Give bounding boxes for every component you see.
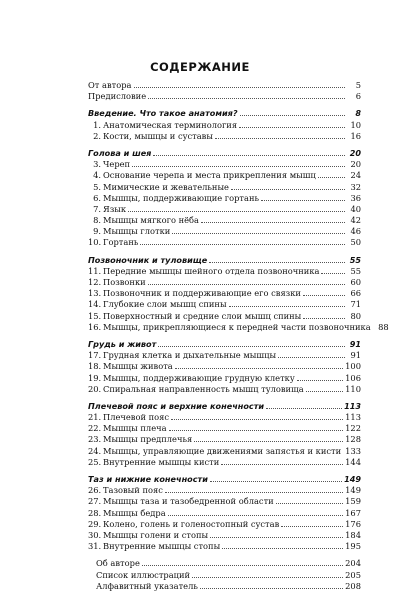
toc-entry-title: Позвоночник и поддерживающие его связки [103,288,301,299]
toc-entry-row [88,372,361,383]
toc-entry-number: 29. [88,518,102,529]
page-number: 10 [350,119,361,130]
toc-entry-row [88,158,361,169]
dot-leader [261,192,345,201]
toc-entry-title: Алфавитный указатель [96,580,198,591]
dot-leader [281,518,343,527]
page-number: 195 [345,541,361,552]
page-number: 133 [345,445,362,456]
toc-entry-number: 22. [88,423,102,434]
page-number: 204 [345,558,361,569]
toc-entry-row [88,321,389,332]
toc-entry-row [88,557,361,568]
toc-entry-number: 15. [88,310,102,321]
page-number: 110 [345,383,361,394]
toc-entry-row [88,310,361,321]
toc-entry-row [88,456,361,467]
toc-entry-title: Плечевой пояс [103,412,170,423]
dot-leader [318,169,345,178]
page-number: 66 [350,288,361,299]
toc-entry-row [88,79,361,90]
dot-leader [165,484,343,493]
dot-leader [229,298,345,307]
page-number: 176 [345,518,361,529]
toc-entry-number: 7. [93,203,101,214]
toc-entry-row [88,169,361,180]
toc-entry-number: 31. [88,541,102,552]
toc-entry-title: Мышцы живота [103,361,173,372]
dot-leader [148,276,345,285]
dot-leader [200,580,343,589]
toc-entry-row [88,507,361,518]
toc-entry-title: Грудная клетка и дыхательные мышцы [103,350,277,361]
page-number: 20 [349,147,361,158]
toc-entry-title: Мышцы бедра [103,507,166,518]
dot-leader [142,557,343,566]
toc-entry-number: 14. [88,299,102,310]
dot-leader [303,310,345,319]
toc-entry-row [88,484,361,495]
toc-entry-row [88,192,361,203]
page-number: 60 [350,277,361,287]
toc-entry-title: Мышцы мягкого нёба [103,215,199,226]
dot-leader [239,119,345,128]
page-number: 42 [350,215,361,226]
toc-section-title: Таз и нижние конечности [88,474,208,484]
page-number: 20 [350,159,361,170]
toc-entry-number: 6. [93,192,101,203]
page-number: 71 [350,299,361,310]
toc-entry-number: 28. [88,507,102,518]
page-number: 55 [350,265,361,276]
toc-entry-title: Кости, мышцы и суставы [103,130,213,141]
toc-entry-number: 10. [88,237,102,248]
toc-entry-title: Гортань [103,237,139,248]
toc-entry-number: 27. [88,496,102,507]
page-number: 40 [350,203,361,214]
toc-entry-title: Анатомическая терминология [103,119,238,130]
page-number: 100 [345,361,361,372]
page-number: 122 [345,423,361,434]
dot-leader [171,411,343,420]
toc-entry-title: Внутренние мышцы кисти [103,456,220,467]
toc-entry-number: 5. [93,181,101,192]
page-number: 8 [355,108,361,119]
dot-leader [306,383,343,392]
toc-entry-number: 16. [88,321,102,332]
page-number: 36 [350,192,361,203]
toc-entry-row [88,214,361,225]
dot-leader [132,158,345,167]
dot-leader [215,130,345,139]
toc-entry-number: 4. [93,170,101,181]
page-number: 205 [345,569,361,580]
toc-entry-title: Мимические и жевательные [103,181,229,192]
page-number: 159 [345,496,361,507]
dot-leader [168,507,343,516]
toc-entry-row [88,383,361,394]
toc-entry-number: 21. [88,412,102,423]
toc-entry-title: Внутренние мышцы стопы [103,541,221,552]
toc-entry-number: 30. [88,529,102,540]
toc-entry-title: Поверхностный и средние слои мышц спины [103,310,302,321]
toc-entry-row [88,90,361,101]
page-number: 149 [345,485,361,496]
toc-entry-row [88,360,361,371]
toc-entry-number: 8. [93,215,101,226]
table-of-contents [88,79,389,591]
page-number: 88 [378,321,389,332]
toc-entry-title: Колено, голень и голеностопный сустав [103,518,280,529]
page-number: 50 [350,237,361,248]
dot-leader [192,569,343,578]
toc-entry-title: Список иллюстраций [96,569,191,580]
toc-entry-title: Мышцы, поддерживающие грудную клетку [103,372,295,383]
toc-entry-number: 25. [88,456,102,467]
toc-entry-row [88,203,361,214]
toc-section-row [88,473,361,484]
toc-entry-number: 19. [88,372,102,383]
toc-entry-title: Язык [103,203,127,214]
toc-section-title: Грудь и живот [88,338,157,349]
page-number: 106 [345,372,361,383]
page-number: 144 [345,456,361,467]
page-number: 80 [350,310,361,321]
dot-leader [209,254,345,263]
toc-section-row [88,338,361,349]
dot-leader [169,422,344,431]
toc-entry-row [88,236,361,247]
toc-entry-number: 13. [88,288,102,299]
dot-leader [148,90,345,99]
page-number: 208 [345,580,361,591]
toc-entry-number: 3. [93,159,101,170]
toc-entry-number: 1. [93,119,101,130]
dot-leader [201,214,345,223]
dot-leader [210,473,342,482]
toc-entry-row [88,287,361,298]
toc-entry-title: Мышцы, поддерживающие гортань [103,192,260,203]
toc-section-row [88,254,361,265]
page-number: 113 [344,400,361,411]
page-number: 91 [350,350,361,361]
page-number: 5 [355,80,361,90]
toc-entry-title: Мышцы глотки [103,226,171,237]
dot-leader [140,236,345,245]
dot-leader [175,360,343,369]
page-title: СОДЕРЖАНИЕ [150,60,250,74]
toc-entry-row [88,276,361,287]
page-number: 91 [349,338,361,349]
toc-entry-row [88,411,361,422]
toc-section-row [88,147,361,158]
toc-entry-number: 12. [88,277,102,287]
toc-entry-row [88,130,361,141]
toc-entry-row [88,529,361,540]
page-number: 46 [350,226,361,237]
dot-leader [134,79,346,88]
page-number: 167 [345,507,361,518]
dot-leader [158,338,345,347]
toc-entry-row [88,580,361,591]
dot-leader [128,203,345,212]
toc-entry-title: Мышцы плеча [103,423,167,434]
toc-entry-row [88,433,361,444]
toc-entry-row [88,349,361,360]
dot-leader [221,456,343,465]
dot-leader [222,540,343,549]
dot-leader [194,433,343,442]
toc-entry-title: Глубокие слои мышц спины [103,299,227,310]
toc-entry-row [88,225,361,236]
dot-leader [297,372,343,381]
dot-leader [278,349,345,358]
toc-entry-row [88,181,361,192]
toc-entry-title: Мышцы, управляющие движениями запястья и кисти [103,445,342,456]
toc-entry-row [88,540,361,551]
toc-entry-number: 20. [88,383,102,394]
toc-entry-number: 17. [88,350,102,361]
toc-section-title: Голова и шея [88,147,152,158]
toc-entry-title: Предисловие [88,91,147,102]
toc-section-row [88,400,361,411]
toc-entry-number: 23. [88,434,102,445]
page-number: 6 [355,91,361,102]
toc-entry-title: Спиральная направленность мышц туловища [103,383,304,394]
page-number: 55 [349,254,361,265]
toc-entry-number: 11. [88,265,102,276]
toc-entry-title: Мышцы голени и стопы [103,529,209,540]
page-number: 184 [345,529,361,540]
toc-entry-title: Передние мышцы шейного отдела позвоночника [103,265,320,276]
toc-entry-title: Мышцы, прикрепляющиеся к передней части позвоночника [103,321,371,332]
toc-entry-number: 18. [88,361,102,372]
dot-leader [303,287,345,296]
page-number: 113 [345,412,361,423]
toc-entry-title: Мышцы предплечья [103,434,193,445]
page-number: 24 [350,170,361,181]
dot-leader [266,400,342,409]
toc-entry-title: Об авторе [96,558,140,569]
page-number: 149 [344,474,361,484]
toc-entry-title: Череп [103,159,131,170]
toc-entry-title: От автора [88,80,132,90]
dot-leader [231,181,345,190]
toc-entry-row [88,422,361,433]
toc-section-row [88,107,361,118]
toc-entry-row [88,298,361,309]
page-number: 16 [350,130,361,141]
dot-leader [276,495,343,504]
toc-entry-row [88,119,361,130]
toc-entry-row [88,445,361,456]
toc-section-title: Плечевой пояс и верхние конечности [88,400,265,411]
page-number: 32 [350,181,361,192]
page-number: 128 [345,434,361,445]
dot-leader [240,107,345,116]
dot-leader [153,147,345,156]
toc-entry-row [88,495,361,506]
toc-entry-number: 9. [93,226,101,237]
toc-entry-number: 26. [88,485,102,496]
toc-section-title: Позвоночник и туловище [88,254,208,265]
toc-entry-row [88,569,361,580]
toc-entry-number: 2. [93,130,101,141]
toc-entry-title: Основание черепа и места прикрепления мышц [103,170,316,181]
toc-entry-row [88,518,361,529]
toc-section-title: Введение. Что такое анатомия? [88,108,238,119]
toc-entry-row [88,265,361,276]
toc-entry-number: 24. [88,445,102,456]
dot-leader [321,265,345,274]
dot-leader [172,225,345,234]
dot-leader [210,529,343,538]
toc-entry-title: Тазовый пояс [103,485,163,496]
toc-entry-title: Позвонки [103,277,146,287]
toc-entry-title: Мышцы таза и тазобедренной области [103,496,274,507]
